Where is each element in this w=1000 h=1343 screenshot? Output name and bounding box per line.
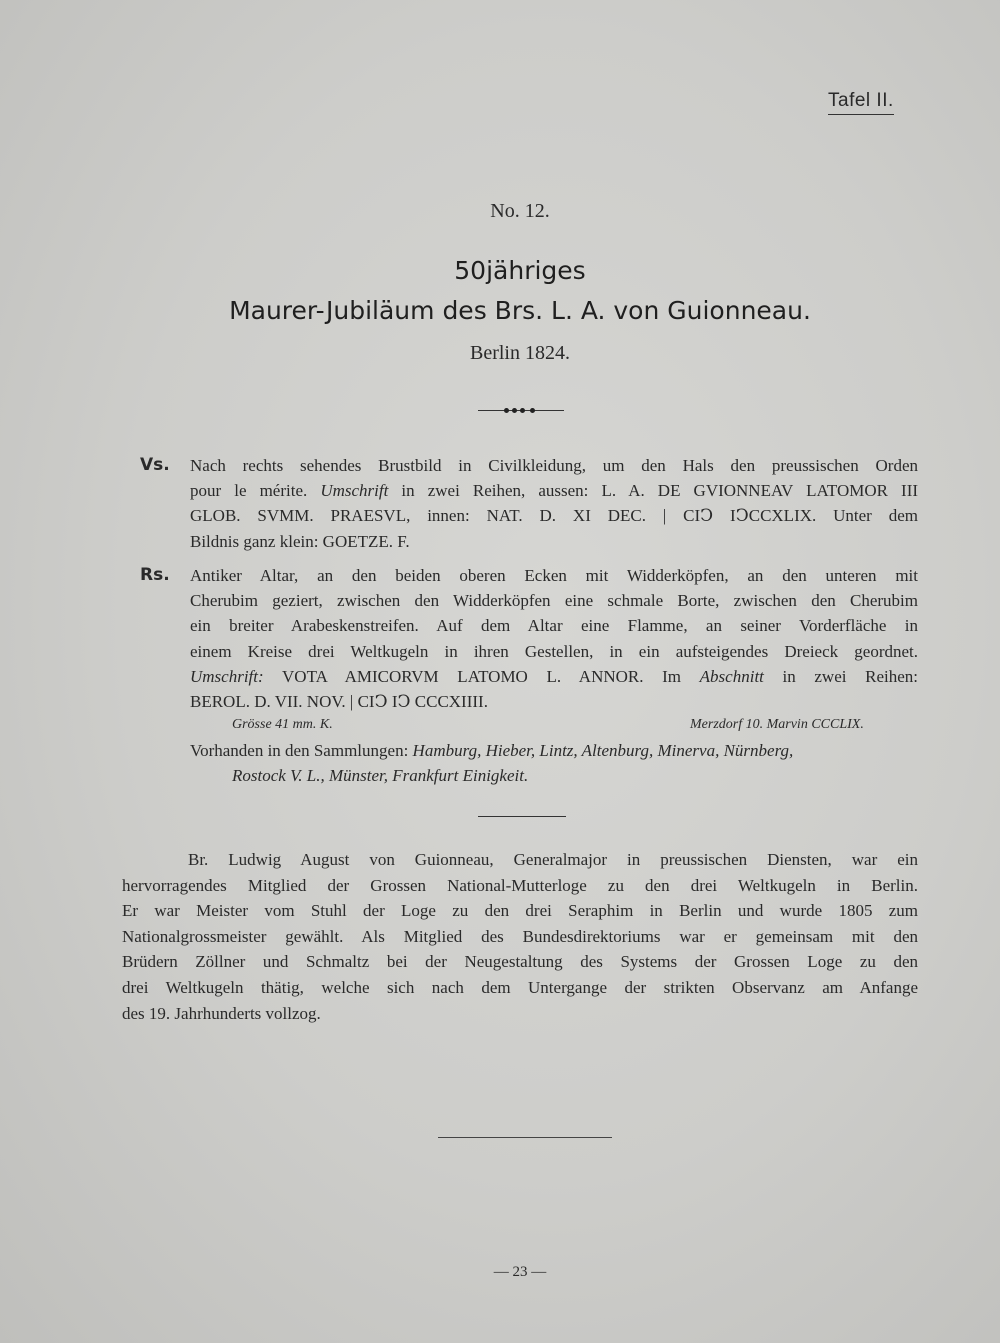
obverse-description — [190, 453, 918, 554]
reverse-label: Rs. — [140, 565, 170, 585]
reverse-line: BEROL. D. VII. NOV. | CIↃ IↃ CCCXIIII. — [190, 692, 488, 712]
reverse-description — [190, 563, 918, 714]
umschrift-term: Umschrift — [320, 481, 389, 501]
section-divider — [478, 816, 566, 817]
biography-line: drei Weltkugeln thätig, welche sich nach dem Untergange der strikten Observanz am Anfange — [122, 977, 918, 997]
biography-line: Nationalgrossmeister gewählt. Als Mitglied des Bundesdirektoriums war er gemeinsam mit den — [122, 926, 918, 946]
collections-list: Rostock V. L., Münster, Frankfurt Einigkeit. — [232, 766, 529, 785]
biography-line: Er war Meister vom Stuhl der Loge zu den drei Seraphim in Berlin und wurde 1805 zum — [122, 901, 918, 921]
obverse-line: GLOB. SVMM. PRAESVL, innen: NAT. D. XI DEC. | CIↃ IↃCCXLIX. Unter dem — [190, 506, 918, 526]
closing-divider — [438, 1137, 612, 1138]
biography-line: des 19. Jahrhunderts vollzog. — [122, 1003, 321, 1023]
entry-title-line2: Maurer-Jubiläum des Brs. L. A. von Guionneau. — [229, 296, 811, 325]
collections: Vorhanden in den Sammlungen: Hamburg, Hieber, Lintz, Altenburg, Minerva, Nürnberg, Rostock V. L., Münster, Frankfurt Einigkeit. — [190, 741, 794, 785]
biography-line: Brüdern Zöllner und Schmaltz bei der Neugestaltung des Systems der Grossen Loge zu den — [122, 952, 918, 972]
collections-list: Hamburg, Hieber, Lintz, Altenburg, Minerva, Nürnberg, — [412, 741, 794, 760]
obverse-line: Bildnis ganz klein: GOETZE. F. — [190, 531, 410, 551]
reverse-line: Umschrift: VOTA AMICORVM LATOMO L. ANNOR. Im Abschnitt in zwei Reihen: — [190, 666, 918, 686]
reverse-line: Antiker Altar, an den beiden oberen Ecken mit Widderköpfen, an den unteren mit — [190, 566, 918, 585]
obverse-line: Nach rechts sehendes Brustbild in Civilkleidung, um den Hals den preussischen Orden — [190, 456, 918, 475]
entry-title-line1: 50jähriges — [454, 256, 586, 285]
reference-note: Merzdorf 10. Marvin CCCLIX. — [690, 717, 864, 732]
page-number: — 23 — — [493, 1264, 547, 1280]
reverse-line: einem Kreise drei Weltkugeln in ihren Gestellen, in ein aufsteigendes Dreieck geordnet. — [190, 641, 918, 661]
entry-number: No. 12. — [490, 200, 550, 222]
biography-line: hervorragendes Mitglied der Grossen National-Mutterloge zu den drei Weltkugeln in Berlin. — [122, 875, 918, 895]
entry-place-date: Berlin 1824. — [470, 342, 570, 364]
reverse-line: ein breiter Arabeskenstreifen. Auf dem Altar eine Flamme, an seiner Vorderfläche in — [190, 616, 918, 636]
ornament-divider — [478, 408, 564, 414]
biography-paragraph — [122, 847, 918, 1026]
size-note: Grösse 41 mm. K. — [232, 717, 333, 732]
biography-line: Br. Ludwig August von Guionneau, Generalmajor in preussischen Diensten, war ein — [188, 850, 918, 869]
reverse-line: Cherubim geziert, zwischen den Widderköpfen eine schmale Borte, zwischen den Cherubim — [190, 591, 918, 611]
plate-label: Tafel II. — [828, 90, 894, 115]
obverse-label: Vs. — [140, 455, 170, 475]
obverse-line: pour le mérite. Umschrift in zwei Reihen, aussen: L. A. DE GVIONNEAV LATOMOR III — [190, 481, 919, 501]
